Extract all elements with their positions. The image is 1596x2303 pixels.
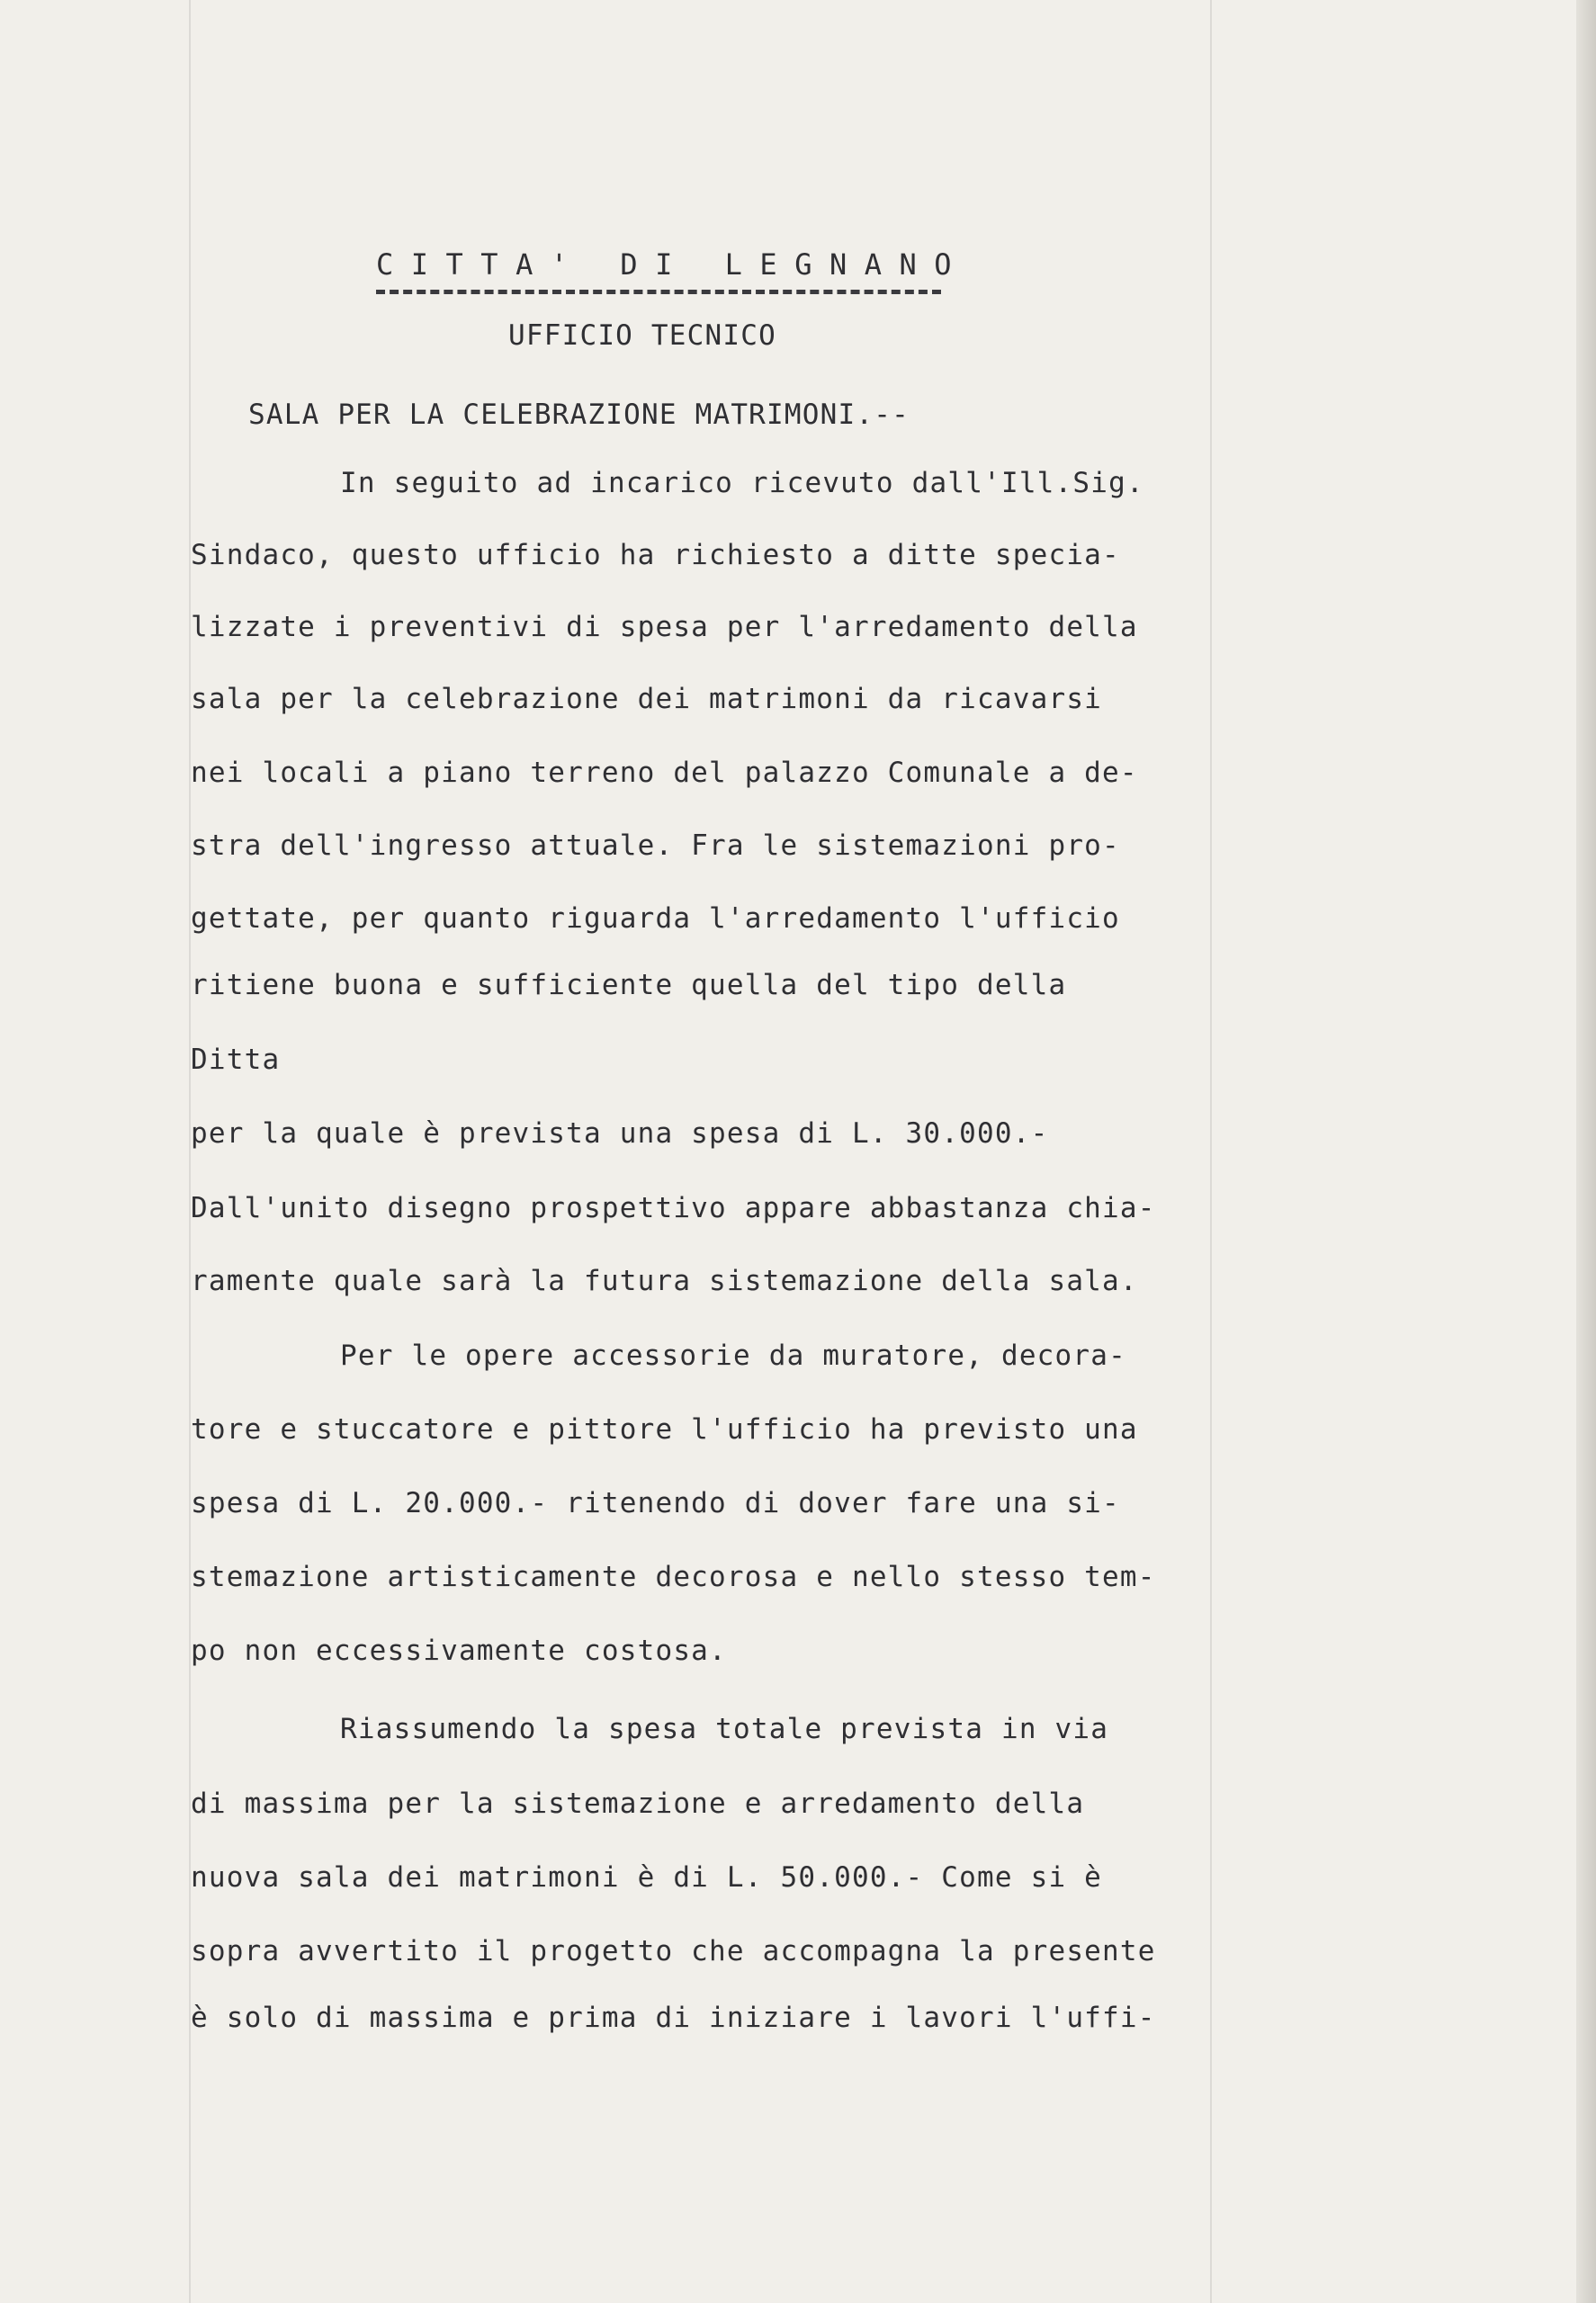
body-line: sala per la celebrazione dei matrimoni da ricavarsi [191,683,1103,715]
body-line: nei locali a piano terreno del palazzo Comunale a de- [191,757,1138,789]
body-line: lizzate i preventivi di spesa per l'arredamento della [191,611,1138,643]
body-line: ramente quale sarà la futura sistemazione della sala. [191,1265,1138,1297]
title-underline [376,290,941,294]
body-line: spesa di L. 20.000.- ritenendo di dover fare una si- [191,1487,1120,1519]
body-line: tore e stuccatore e pittore l'ufficio ha previsto una [191,1413,1138,1446]
body-line: gettate, per quanto riguarda l'arredamento l'ufficio [191,902,1120,935]
body-line: Riassumendo la spesa totale prevista in via [340,1713,1109,1745]
body-line: stemazione artisticamente decorosa e nello stesso tem- [191,1561,1156,1593]
body-line: Per le opere accessorie da muratore, decora- [340,1340,1126,1372]
body-line: di massima per la sistemazione e arredamento della [191,1788,1085,1820]
subject-heading: SALA PER LA CELEBRAZIONE MATRIMONI.-- [248,399,910,431]
paper-edge [1576,0,1596,2303]
body-line: stra dell'ingresso attuale. Fra le sistemazioni pro- [191,829,1120,862]
body-line: è solo di massima e prima di iniziare i lavori l'uffi- [191,2002,1156,2034]
right-margin-rule [1210,0,1212,2303]
body-line: sopra avvertito il progetto che accompagna la presente [191,1935,1156,1967]
body-line: Dall'unito disegno prospettivo appare abbastanza chia- [191,1192,1156,1224]
body-line: nuova sala dei matrimoni è di L. 50.000.- Come si è [191,1861,1103,1894]
document-title: CITTA' DI LEGNANO [376,247,970,282]
body-line: Ditta [191,1044,281,1076]
body-line: per la quale è prevista una spesa di L. 30.000.- [191,1117,1049,1150]
office-heading: UFFICIO TECNICO [508,319,776,352]
body-line: po non eccessivamente costosa. [191,1635,727,1667]
body-line: Sindaco, questo ufficio ha richiesto a ditte specia- [191,539,1120,571]
body-line: In seguito ad incarico ricevuto dall'Ill.Sig. [340,467,1144,499]
body-line: ritiene buona e sufficiente quella del tipo della [191,969,1067,1001]
